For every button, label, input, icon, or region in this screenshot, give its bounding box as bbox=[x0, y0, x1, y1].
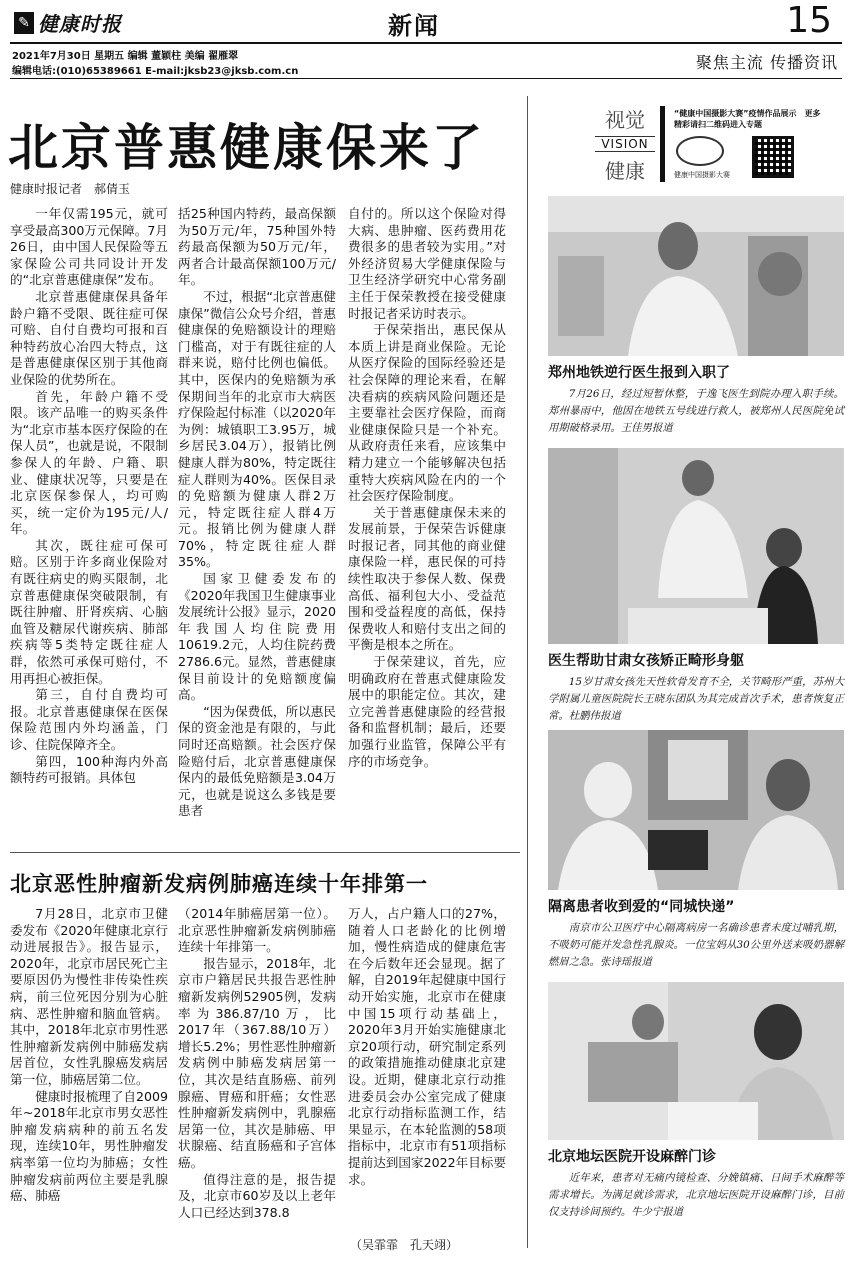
paragraph: 于保荣指出，惠民保从本质上讲是商业保险。无论从医疗保险的国际经验还是社会保障的理论来看，在解决看病的疾病风险问题还是主要靠社会医疗保险，而商业健康保险只是一个补充。从政府责任来看，应该集中精力建立一个能够解决包括重特大疾病风险在内的一个社会医疗保险制度。 bbox=[348, 322, 506, 504]
paragraph: 括25种国内特药，最高保额为50万元/年，75种国外特药最高保额为50万元/年，两者合计最高保额100万元/年。 bbox=[178, 206, 336, 288]
issue-info: 2021年7月30日 星期五 编辑 董颖柱 美编 翟雁翠 bbox=[12, 51, 239, 62]
vision-en: VISION bbox=[595, 136, 655, 152]
news-title: 郑州地铁逆行医生报到入职了 bbox=[548, 365, 730, 381]
paragraph: 其次，既往症可保可赔。区别于许多商业保险对有既往病史的购买限制，北京普惠健康保突破限制，有既往肿瘤、肝肾疾病、心脑血管及糖尿代谢疾病、肺部疾病等5类特定既往症人群，依然可承保可赔付，不用再担心被拒保。 bbox=[10, 537, 168, 686]
paragraph: “因为保费低，所以惠民保的资金池是有限的，与此同时还高赔额。社会医疗保险赔付后，北京普惠健康保保内的最低免赔额是3.04万元，也就是说这么多钱是要患者 bbox=[178, 703, 336, 819]
section-divider bbox=[10, 852, 520, 853]
paragraph: 自付的。所以这个保险对得大病、患肿瘤、医药费用花费很多的患者较为实用。”对外经济贸易大学健康保险与卫生经济学研究中心常务副主任于保荣教授在接受健康时报记者采访时表示。 bbox=[348, 206, 506, 321]
news-title: 北京地坛医院开设麻醉门诊 bbox=[548, 1149, 716, 1165]
news-title: 隔离患者收到爱的“同城快递” bbox=[548, 899, 735, 915]
logo-text: 健康时报 bbox=[38, 12, 122, 36]
paragraph: 首先，年龄户籍不受限。该产品唯一的购买条件为“北京市基本医疗保险的在保人员”，也就是说，不限制参保人的年龄、户籍、职业、健康状况等，只要是在北京医保参保人，均可购买，统一定价为195元/人/年。 bbox=[10, 388, 168, 537]
paragraph: 第四，100种海内外高额特药可报销。具体包 bbox=[10, 753, 168, 786]
paragraph: 第三，自付自费均可报。北京普惠健康保在医保保险范围内外均涵盖，门诊、住院保障齐全。 bbox=[10, 687, 168, 752]
photo-quarantine-delivery bbox=[548, 730, 844, 890]
paragraph: （2014年肺癌居第一位）。北京恶性肿瘤新发病例肺癌连续十年排第一。 bbox=[178, 906, 336, 955]
news-body: 15岁甘肃女孩先天性软骨发育不全，关节畸形严重，苏州大学附属儿童医院院长王晓东团队为其完成首次手术，患者恢复正常。杜鹏伟报道 bbox=[548, 676, 844, 722]
paragraph: 于保荣建议，首先，应明确政府在普惠式健康险发展中的职能定位。其次，建立完善普惠健康险的经营报备和监督机制；最后，还要加强行业监管，保障公平有序的市场竞争。 bbox=[348, 654, 506, 769]
second-column-3 bbox=[348, 906, 506, 1188]
article-credit: （吴霏霏 孔天翊） bbox=[350, 1238, 459, 1252]
paragraph: 万人，占户籍人口的27%，随着人口老龄化的比例增加，慢性病造成的健康危害在今后数年还会显现。据了解，自2019年起健康中国行动开始实施，北京市在健康中国15项行动基础上，2020年3月开始实施健康北京20项行动，研究制定系列的政策措施推动健康北京建设。近期，健康北京行动推进委员会办公室完成了健康北京行动指标监测工作，结果显示，在本轮监测的58项指标中，北京市有51项指标提前达到国家2022年目标要求。 bbox=[348, 906, 506, 1187]
paragraph: 关于普惠健康保未来的发展前景，于保荣告诉健康时报记者，同其他的商业健康保险一样，惠民保的可持续性取决于参保人数、保费高低、福利包大小、受益范围和受益程度的高低，保持保费收人和赔付支出之间的平衡是根本之所在。 bbox=[348, 504, 506, 653]
vision-section-label bbox=[595, 104, 655, 184]
news-body: 南京市公卫医疗中心隔离病房一名确诊患者未度过哺乳期，不吸奶可能并发急性乳腺炎。一位宝妈从30公里外送来吸奶器解燃眉之急。张诗瑶报道 bbox=[548, 922, 844, 968]
lead-column-2 bbox=[178, 206, 336, 820]
promo-caption: 健康中国摄影大赛 bbox=[674, 171, 730, 179]
paragraph: 一年仅需195元，就可享受最高300万元保障。7月26日，由中国人民保险等五家保险公司共同设计开发的“北京普惠健康保”发布。 bbox=[10, 206, 168, 288]
newspaper-logo bbox=[14, 8, 122, 37]
column-divider bbox=[527, 96, 528, 1248]
news-body: 近年来，患者对无痛内镜检查、分娩镇痛、日间手术麻醉等需求增长。为满足就诊需求，北京地坛医院开设麻醉门诊，目前仅支持诊间预约。牛少宁报道 bbox=[548, 1172, 844, 1218]
logo-icon: ✎ bbox=[14, 12, 34, 34]
section-title: 新闻 bbox=[388, 11, 440, 40]
slogan: 聚焦主流 传播资讯 bbox=[695, 53, 838, 72]
vision-health: 健康 bbox=[605, 159, 645, 183]
second-column-1 bbox=[10, 906, 168, 1205]
paragraph: 值得注意的是，报告提及，北京市60岁及以上老年人口已经达到378.8 bbox=[178, 1171, 336, 1220]
masthead-rule bbox=[10, 78, 842, 79]
qr-code-icon[interactable] bbox=[752, 136, 794, 178]
second-headline: 北京恶性肿瘤新发病例肺癌连续十年排第一 bbox=[10, 872, 428, 896]
page-number: 15 bbox=[786, 0, 832, 41]
paragraph: 国家卫健委发布的《2020年我国卫生健康事业发展统计公报》显示，2020年我国人均住院费用10619.2元，人均住院药费2786.6元。显然，普惠健康保目前设计的免赔额度偏高。 bbox=[178, 571, 336, 703]
paragraph: 北京普惠健康保具备年龄户籍不受限、既往症可保可赔、自付自费均可报和百种特药放心冶四大特点，这是普惠健康保区别于其他商业保险的优势所在。 bbox=[10, 288, 168, 387]
paragraph: 报告显示，2018年，北京市户籍居民共报告恶性肿瘤新发病例52905例，发病率为386.87/10万，比2017年（367.88/10万）增长5.2%；男性恶性肿瘤新发病例中肺癌发病居第一位，其次是结直肠癌、前列腺癌、胃癌和肝癌；女性恶性肿瘤新发病例中，乳腺癌居第一位，其次是肺癌、甲状腺癌、结直肠癌和子宫体癌。 bbox=[178, 955, 336, 1170]
vision-cn: 视觉 bbox=[605, 108, 645, 132]
lead-column-1 bbox=[10, 206, 168, 787]
news-title: 医生帮助甘肃女孩矫正畸形身躯 bbox=[548, 653, 744, 669]
paragraph: 不过，根据“北京普惠健康保”微信公众号介绍，普惠健康保的免赔额设计的理赔门槛高，对于有既往症的人群来说，赔付比例也偏低。其中，医保内的免赔额为承保期间当年的北京市大病医疗保险起付标准（以2020年为例：城镇职工3.95万，城乡居民3.04万），报销比例健康人群为80%，特定既往症人群则为40%。医保目录的免赔额为健康人群2万元，特定既往症人群4万元。报销比例为健康人群70%，特定既往症人群35%。 bbox=[178, 288, 336, 570]
contact-info: 编辑电话:(010)65389661 E-mail:jksb23@jksb.com.cn bbox=[12, 66, 299, 77]
top-rule bbox=[10, 42, 842, 44]
news-body: 7月26日，经过短暂休整，于逸飞医生到院办理入职手续。郑州暴雨中，他因在地铁五号线进行救人，被郑州人民医院免试用期破格录用。王佳男报道 bbox=[548, 388, 844, 434]
masthead bbox=[0, 0, 852, 78]
second-column-2 bbox=[178, 906, 336, 1221]
contest-logo-icon bbox=[676, 136, 724, 166]
promo-text: “健康中国摄影大赛”疫情作品展示 更多精彩请扫二维码进入专题 bbox=[674, 109, 821, 129]
promo-bar bbox=[660, 106, 665, 182]
paragraph: 7月28日，北京市卫健委发布《2020年健康北京行动进展报告》。报告显示，2020年，北京市居民死亡主要原因仍为慢性非传染性疾病，前三位死因分别为心脏病、恶性肿瘤和脑血管病。其中，2018年北京市男性恶性肿瘤新发病例中肺癌发病居首位，女性乳腺癌发病居第一位，肺癌居第二位。 bbox=[10, 906, 168, 1087]
lead-headline: 北京普惠健康保来了 bbox=[8, 118, 485, 177]
lead-column-3 bbox=[348, 206, 506, 770]
paragraph: 健康时报梳理了自2009年~2018年北京市男女恶性肿瘤发病病种的前五名发现，连续10年，男性肿瘤发病率第一位均为肺癌；女性肿瘤发病前两位主要是乳腺癌、肺癌 bbox=[10, 1088, 168, 1204]
photo-anesthesia-clinic bbox=[548, 982, 844, 1140]
photo-subway-doctor bbox=[548, 196, 844, 356]
lead-byline: 健康时报记者 郝倩玉 bbox=[10, 182, 131, 196]
photo-gansu-girl bbox=[548, 448, 844, 644]
